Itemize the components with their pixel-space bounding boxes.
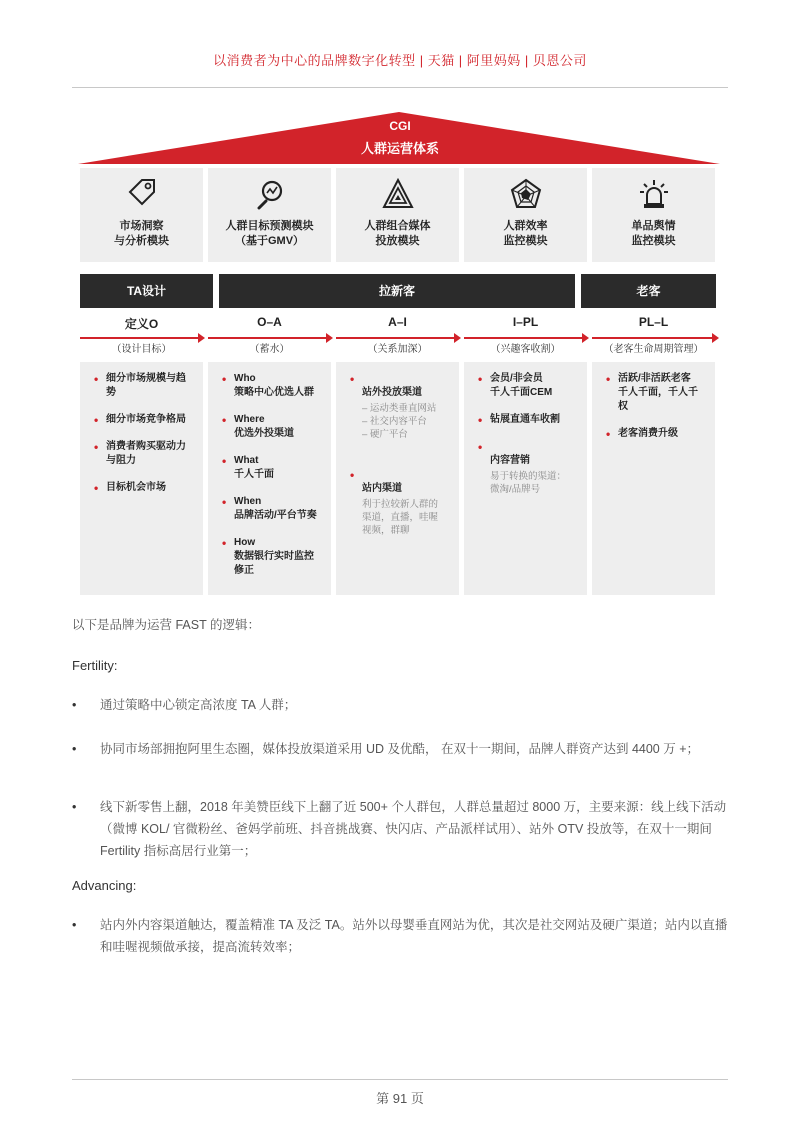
list-item-detail: – 运动类垂直网站 – 社交内容平台 – 硬广平台: [362, 403, 437, 440]
stage-subtitle: （蓄水）: [249, 344, 290, 355]
stage-subtitle: （设计目标）: [111, 344, 172, 355]
bullet-text: 通过策略中心锁定高浓度 TA 人群；: [100, 698, 297, 712]
bullet-marker: •: [72, 800, 77, 814]
list-item: [350, 468, 451, 551]
stage-define-o: 定义O: [124, 317, 159, 331]
bullet-marker: •: [72, 698, 77, 712]
list-item-title: 内容营销: [490, 455, 530, 466]
category-old-customer: 老客: [581, 274, 716, 308]
module-sentiment-monitor: [592, 168, 715, 262]
stage-arrow-line: [208, 337, 326, 339]
list-item-detail: 利于拉较新人群的 渠道，直播，哇喔 视频，群聊: [362, 499, 439, 536]
price-tag-icon: [126, 178, 158, 210]
module-label: 人群组合媒体 投放模块: [364, 220, 431, 247]
list-item: • 细分市场规模与趋势: [94, 372, 195, 400]
fertility-bullet: [72, 796, 732, 862]
list-item: • How 数据银行实时监控 修正: [222, 536, 323, 578]
footer-divider: [72, 1079, 728, 1080]
stage-arrow-line: [80, 337, 198, 339]
list-item-title: 站内渠道: [362, 483, 402, 494]
list-item-title: 站外投放渠道: [362, 387, 422, 398]
list-item: [478, 440, 579, 510]
roof-title-cgi: CGI: [389, 119, 411, 133]
stage-arrow-line: [592, 337, 712, 339]
alarm-light-icon: [638, 178, 670, 210]
module-market-insight: [80, 168, 203, 262]
roof-title-system: 人群运营体系: [360, 141, 439, 156]
column-o-a: [208, 362, 331, 595]
list-item-detail: 易于转换的渠道： 微淘/品牌号: [490, 471, 567, 495]
list-item: • 细分市场竞争格局: [94, 413, 195, 427]
module-media-delivery: [336, 168, 459, 262]
list-item: • 钻展直通车收割: [478, 413, 579, 427]
module-label: 市场洞察 与分析模块: [114, 220, 169, 247]
stage-arrow-line: [464, 337, 582, 339]
module-efficiency-monitor: [464, 168, 587, 262]
module-label: 单品舆情 监控模块: [631, 220, 676, 247]
list-item: • Who 策略中心优选人群: [222, 372, 323, 400]
fertility-bullet: [72, 738, 732, 760]
list-item: • 活跃/非活跃老客 千人千面，千人千权: [606, 372, 707, 414]
list-item: • Where 优选外投渠道: [222, 413, 323, 441]
fertility-bullet: [72, 694, 732, 716]
stage-subtitle: （老客生命周期管理）: [603, 344, 704, 355]
intro-paragraph: 以下是品牌为运营 FAST 的逻辑：: [72, 618, 260, 632]
advancing-bullet: [72, 914, 732, 958]
radar-pentagon-icon: [510, 178, 542, 210]
bullet-marker: •: [72, 918, 77, 932]
module-label: 人群效率 监控模块: [503, 220, 548, 247]
list-item: • When 品牌活动/平台节奏: [222, 495, 323, 523]
bullet-marker: •: [72, 742, 77, 756]
list-item: • 老客消费升级: [606, 427, 707, 441]
category-ta-design: TA设计: [80, 274, 213, 308]
stage-subtitle: （关系加深）: [367, 344, 428, 355]
column-pl-l: [592, 362, 715, 595]
section-heading-advancing: Advancing:: [72, 878, 137, 893]
module-label: 人群目标预测模块 （基于GMV）: [225, 220, 314, 247]
list-item: [350, 372, 451, 455]
stage-a-i: A–I: [388, 315, 407, 329]
list-item: • 消费者购买驱动力 与阻力: [94, 440, 195, 468]
module-target-prediction: [208, 168, 331, 262]
category-new-customer: 拉新客: [219, 274, 575, 308]
column-a-i: [336, 362, 459, 595]
stage-arrow-line: [336, 337, 454, 339]
section-heading-fertility: Fertility:: [72, 658, 118, 673]
list-item: • What 千人千面: [222, 454, 323, 482]
stage-o-a: O–A: [257, 315, 282, 329]
bullet-text: 站内外内容渠道触达，覆盖精准 TA 及泛 TA。站外以母婴垂直网站为优，其次是社交网站及硬广渠道；站内以直播和哇喔视频做承接，提高流转效率；: [100, 918, 728, 954]
list-item: • 会员/非会员 千人千面CEM: [478, 372, 579, 400]
list-item: • 目标机会市场: [94, 481, 195, 495]
layered-triangle-icon: [382, 178, 414, 210]
magnifier-icon: [254, 178, 286, 210]
document-header-title: 以消费者为中心的品牌数字化转型 | 天猫 | 阿里妈妈 | 贝恩公司: [213, 53, 587, 68]
page-number: 第 91 页: [376, 1091, 424, 1106]
column-i-pl: [464, 362, 587, 595]
bullet-text: 线下新零售上翻，2018 年美赞臣线下上翻了近 500+ 个人群包，人群总量超过 8000 万，主要来源：线上线下活动（微博 KOL/ 官微粉丝、爸妈学前班、抖音挑战赛、快闪店、产品派样试用）、站外 OTV 投放等，在双十一期间 Fertility 指标高居行业第一；: [100, 800, 727, 858]
column-define-o: [80, 362, 203, 595]
header-divider: [72, 87, 728, 88]
stage-i-pl: I–PL: [512, 315, 539, 329]
stage-pl-l: PL–L: [638, 315, 669, 329]
bullet-text: 协同市场部拥抱阿里生态圈，媒体投放渠道采用 UD 及优酷， 在双十一期间，品牌人群资产达到 4400 万 +；: [100, 742, 700, 756]
stage-subtitle: （兴趣客收割）: [490, 344, 561, 355]
